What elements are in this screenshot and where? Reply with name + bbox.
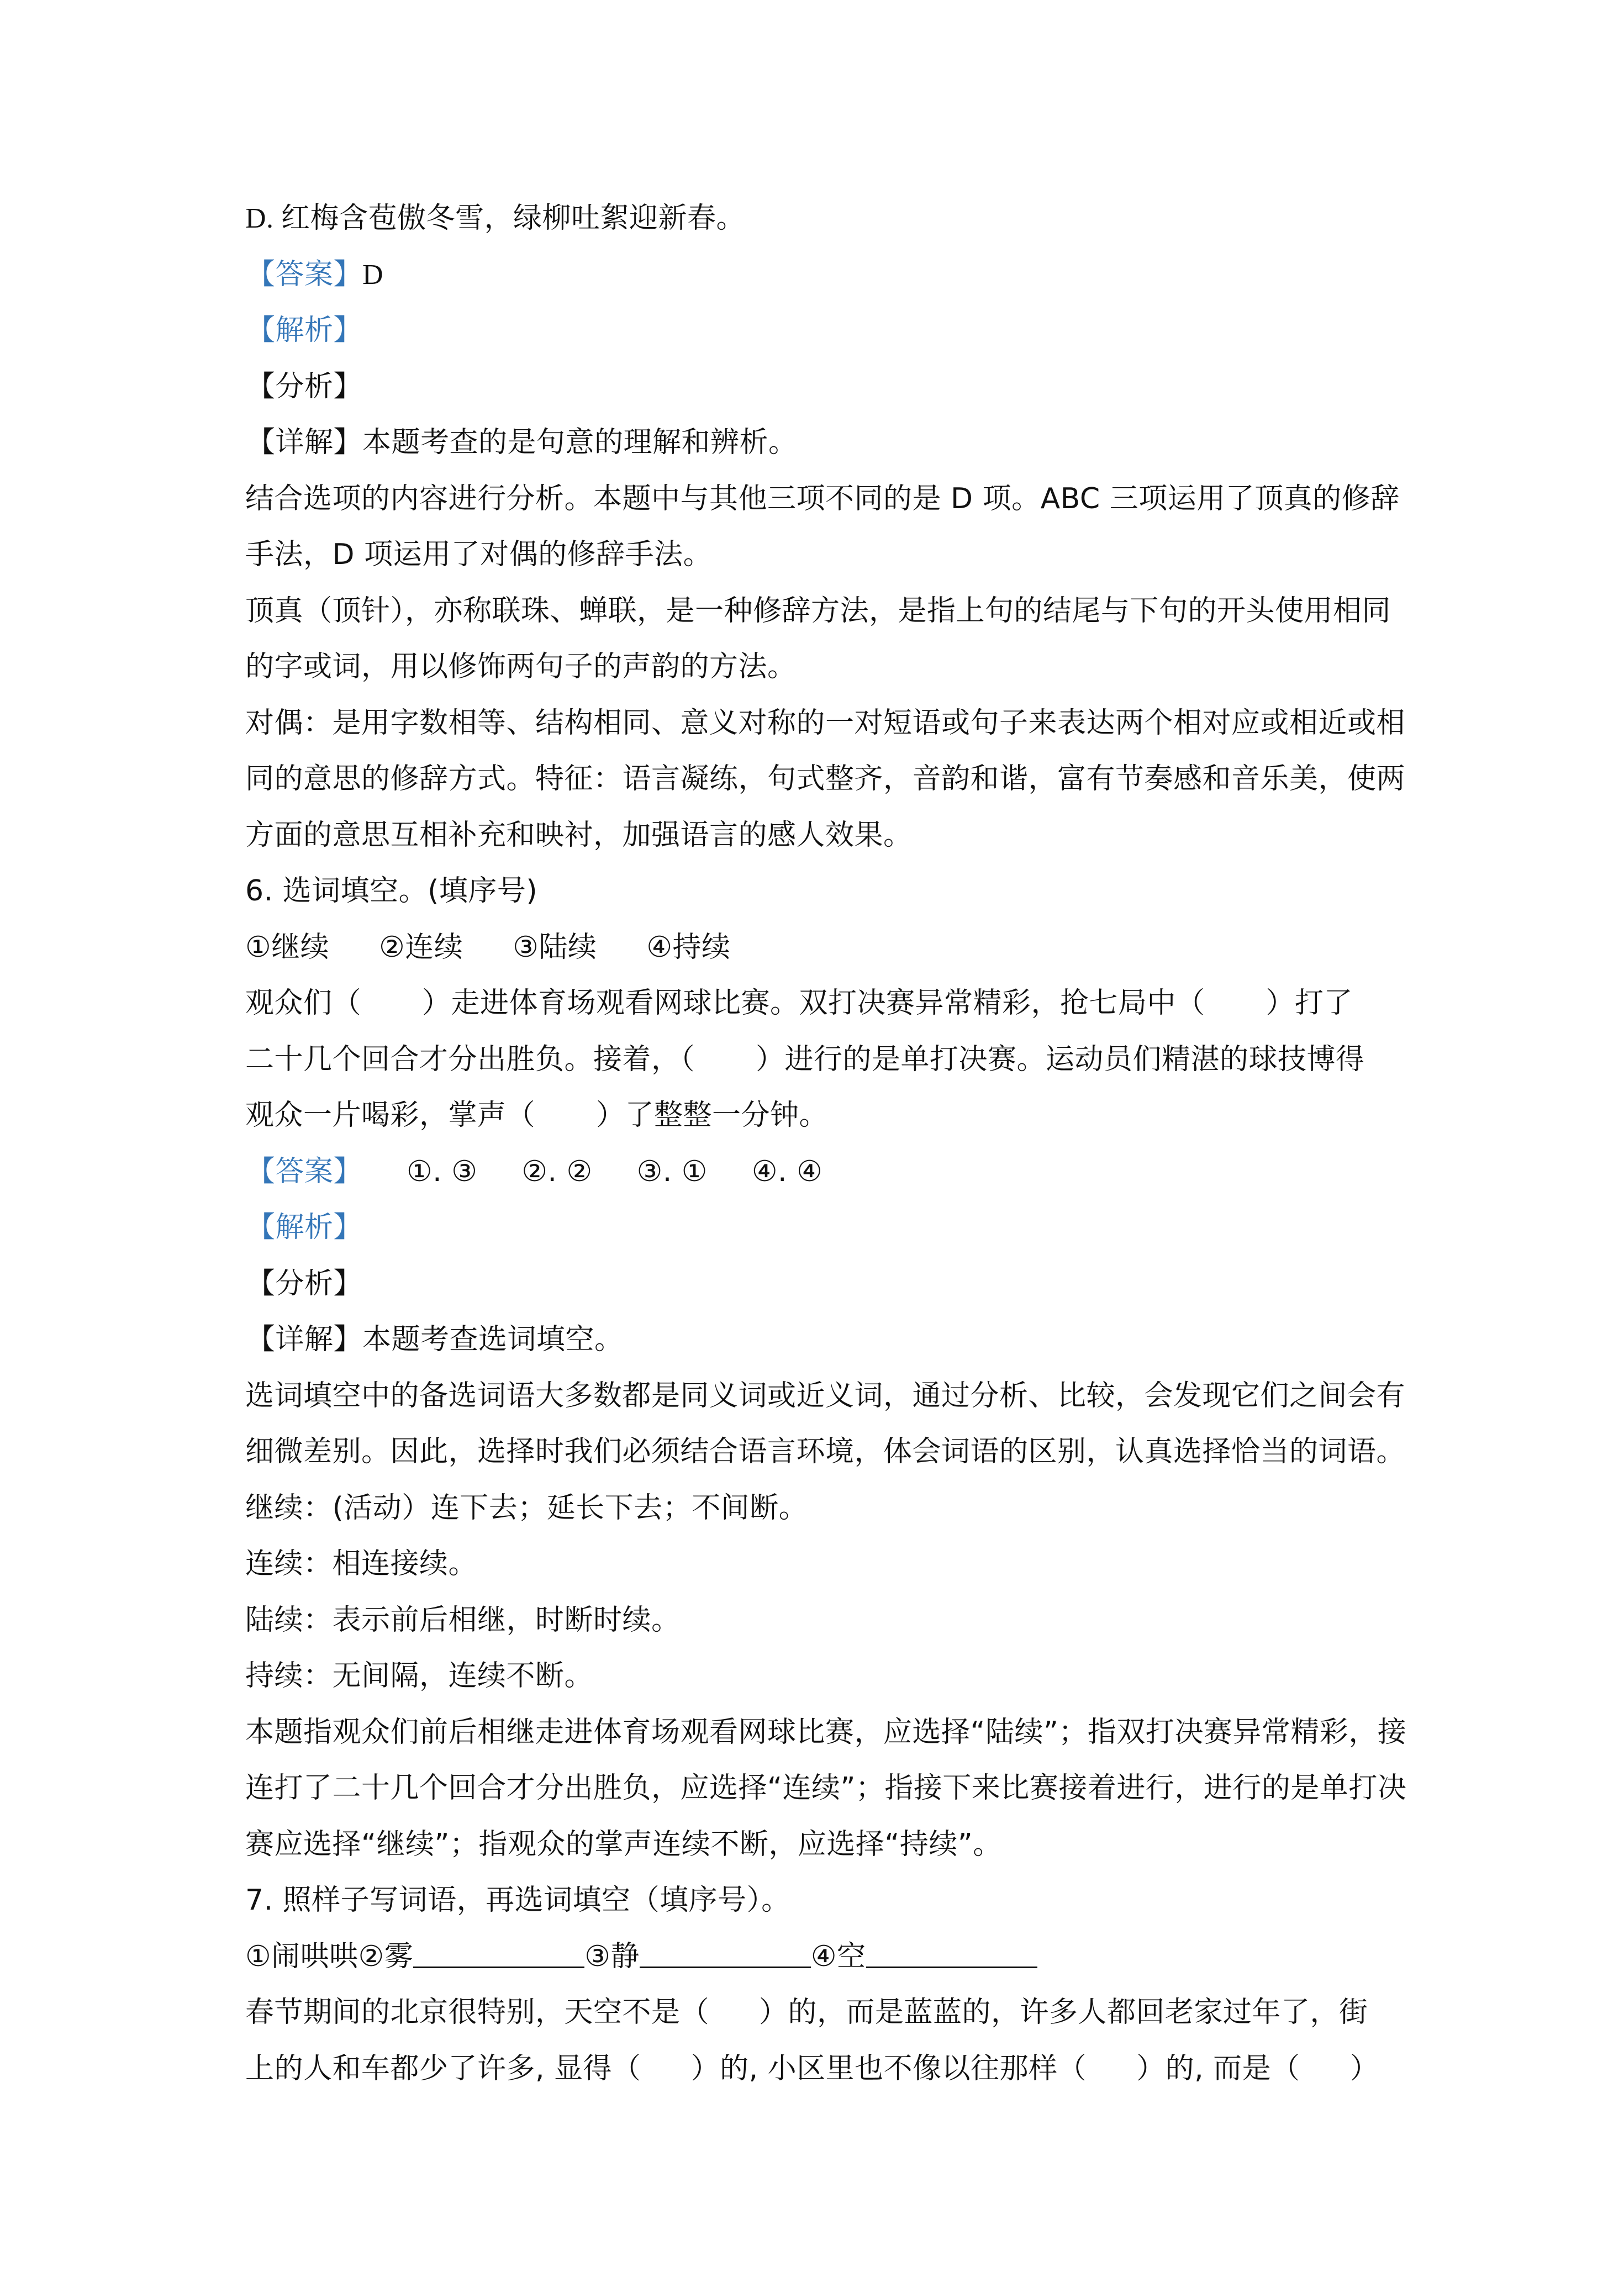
q5-detail-row: [246, 415, 1394, 471]
paragraph-line: 手法，D 项运用了对偶的修辞手法。: [245, 538, 713, 571]
question-7-title: 7. 照样子写词语，再选词填空（填序号）。: [245, 1884, 790, 1917]
paragraph-line: 顶真（顶针），亦称联珠、蝉联，是一种修辞方法，是指上句的结尾与下句的开头使用相同: [245, 594, 1391, 628]
paragraph-line: 细微差别。因此，选择时我们必须结合语言环境，体会词语的区别，认真选择恰当的词语。: [245, 1435, 1406, 1468]
detail-label: 【详解】: [246, 426, 363, 459]
example-word: ①闹哄哄: [245, 1939, 358, 1973]
paragraph-line: 连续：相连接续。: [245, 1547, 478, 1580]
option-2: ②连续: [379, 930, 463, 964]
text-segment: 春节期间的北京很特别，天空不是（: [245, 1996, 710, 2029]
document-page: [245, 191, 1407, 2097]
fenxi-label: 【分析】: [246, 1267, 363, 1300]
item-2: ②雾: [358, 1939, 414, 1973]
item-4: ④空: [810, 1939, 866, 1973]
question-6-options: [245, 920, 1394, 976]
answer-4: ④. ④: [751, 1154, 823, 1188]
q6-answer-row: [246, 1144, 1394, 1200]
answer-value: D: [362, 259, 384, 291]
answer-3: ③. ①: [636, 1154, 708, 1188]
text-segment: 二十几个回合才分出胜负。接着，（: [245, 1042, 695, 1076]
paragraph-line: 对偶：是用字数相等、结构相同、意义对称的一对短语或句子来表达两个相对应或相近或相: [245, 706, 1406, 740]
option-d: [245, 191, 1394, 247]
question-7-items: [245, 1929, 1394, 1985]
paragraph-line: 连打了二十几个回合才分出胜负，应选择“连续”；指接下来比赛接着进行，进行的是单打决: [245, 1772, 1407, 1805]
paragraph-line: 持续：无间隔，连续不断。: [245, 1659, 594, 1693]
text-segment: ）的，而是蓝蓝的，许多人都回老家过年了，街: [759, 1996, 1368, 2029]
q5-answer-row: [246, 247, 1394, 303]
option-1: ①继续: [245, 930, 330, 964]
question-6-line-2: [245, 1032, 1394, 1088]
paragraph-line: 同的意思的修辞方式。特征：语言凝练，句式整齐，音韵和谐，富有节奏感和音乐美，使两: [245, 762, 1406, 795]
question-7-line-1: [245, 1985, 1394, 2041]
text-segment: 观众们（: [245, 987, 362, 1020]
answer-label: 【答案】: [246, 1154, 363, 1188]
analysis-label: 【解析】: [246, 314, 363, 347]
analysis-label: 【解析】: [246, 1211, 363, 1244]
answer-2: ②. ②: [521, 1154, 593, 1188]
text-segment: ）: [1349, 2052, 1379, 2085]
option-d-text: D. 红梅含苞傲冬雪，绿柳吐絮迎新春。: [245, 203, 746, 234]
text-segment: 观众一片喝彩，掌声（: [245, 1099, 536, 1132]
text-segment: ）进行的是单打决赛。运动员们精湛的球技博得: [756, 1042, 1365, 1076]
text-segment: ）了整整一分钟。: [596, 1099, 829, 1132]
item-3: ③静: [584, 1939, 640, 1973]
paragraph-line: 方面的意思互相补充和映衬，加强语言的感人效果。: [245, 818, 913, 852]
detail-text: 本题考查的是句意的理解和辨析。: [362, 426, 798, 459]
q5-analysis-row: [246, 303, 1394, 359]
text-segment: 上的人和车都少了许多, 显得（: [245, 2052, 641, 2085]
paragraph-line: 陆续：表示前后相继，时断时续。: [245, 1603, 681, 1637]
fill-blank-3[interactable]: [640, 1939, 811, 1968]
q6-fenxi-row: [246, 1256, 1394, 1312]
paragraph-line: 结合选项的内容进行分析。本题中与其他三项不同的是 D 项。ABC 三项运用了顶真的修辞: [245, 482, 1400, 515]
text-segment: ）的, 而是（: [1136, 2052, 1300, 2085]
option-3: ③陆续: [513, 930, 597, 964]
paragraph-line: 继续：(活动）连下去；延长下去；不间断。: [245, 1491, 808, 1525]
paragraph-line: 的字或词，用以修饰两句子的声韵的方法。: [245, 650, 797, 683]
question-6-title: 6. 选词填空。(填序号): [245, 874, 538, 908]
paragraph-line: 选词填空中的备选词语大多数都是同义词或近义词，通过分析、比较，会发现它们之间会有: [245, 1379, 1406, 1412]
question-6-line-3: [245, 1088, 1394, 1144]
fenxi-label: 【分析】: [246, 370, 363, 403]
question-6-line-1: [245, 976, 1394, 1032]
option-4: ④持续: [646, 930, 731, 964]
detail-text: 本题考查选词填空。: [362, 1323, 624, 1356]
q5-fenxi-row: [246, 359, 1394, 415]
question-7-line-2: [245, 2041, 1394, 2097]
answer-label: 【答案】: [246, 257, 363, 291]
detail-label: 【详解】: [246, 1323, 363, 1356]
answer-1: ①. ③: [407, 1154, 478, 1188]
text-segment: ）的, 小区里也不像以往那样（: [690, 2052, 1087, 2085]
paragraph-line: 赛应选择“继续”；指观众的掌声连续不断，应选择“持续”。: [245, 1827, 1002, 1861]
text-segment: ）走进体育场观看网球比赛。双打决赛异常精彩，抢七局中（: [422, 987, 1205, 1020]
text-segment: ）打了: [1266, 987, 1353, 1020]
fill-blank-4[interactable]: [866, 1939, 1037, 1968]
paragraph-line: 本题指观众们前后相继走进体育场观看网球比赛，应选择“陆续”；指双打决赛异常精彩，接: [245, 1715, 1407, 1749]
q6-detail-row: [246, 1312, 1394, 1368]
q6-analysis-row: [246, 1200, 1394, 1256]
fill-blank-2[interactable]: [413, 1939, 584, 1968]
